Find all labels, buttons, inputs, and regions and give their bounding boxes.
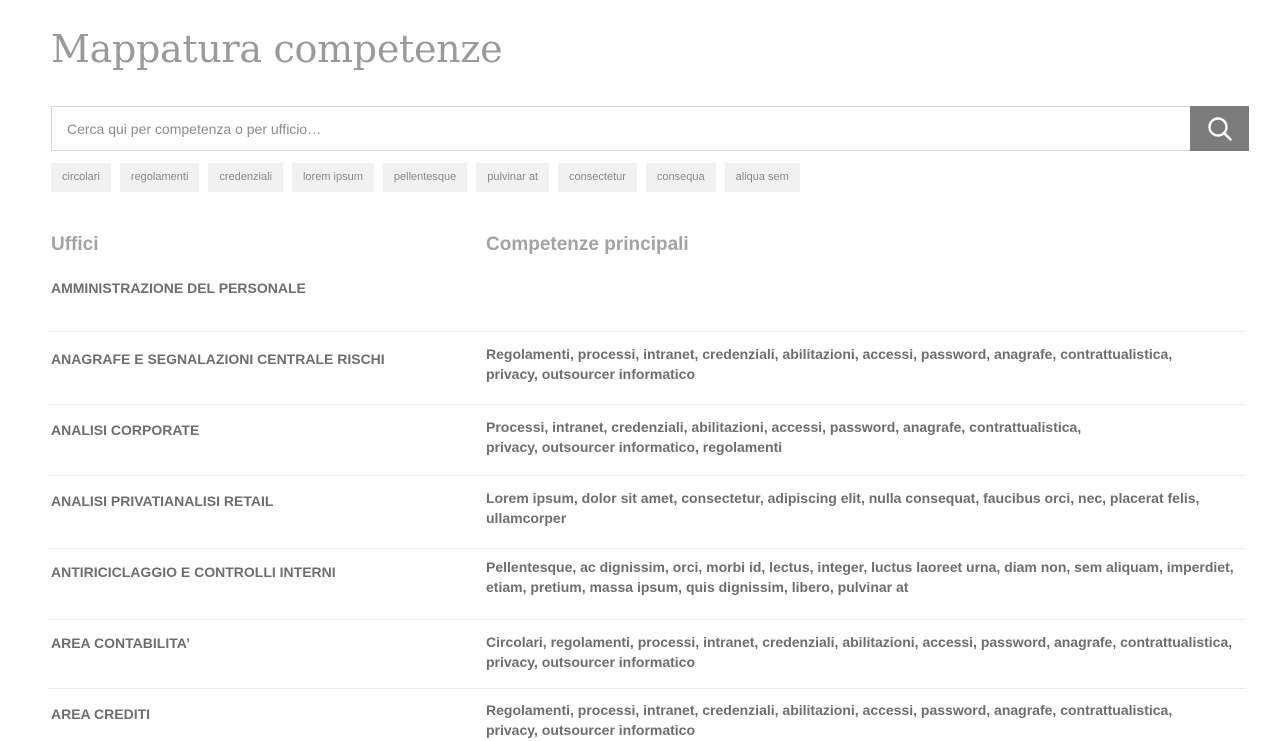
tag-consectetur[interactable]: consectetur — [558, 163, 637, 192]
tag-pulvinar-at[interactable]: pulvinar at — [476, 163, 549, 192]
search-bar — [51, 106, 1249, 151]
tag-aliqua-sem[interactable]: aliqua sem — [725, 163, 800, 192]
tag-list — [51, 163, 800, 192]
search-icon — [1207, 116, 1233, 142]
search-input[interactable] — [51, 106, 1190, 151]
table-row[interactable] — [49, 620, 1246, 689]
office-skills: Lorem ipsum, dolor sit amet, consectetur, adipiscing elit, nulla consequat, faucibus orci, nec, placerat felis, ullamcorper — [486, 490, 1200, 526]
office-name[interactable]: ANTIRICICLAGGIO E CONTROLLI INTERNI — [51, 564, 336, 580]
tag-lorem-ipsum[interactable]: lorem ipsum — [292, 163, 374, 192]
office-name[interactable]: AREA CREDITI — [51, 706, 151, 722]
table-row[interactable] — [49, 689, 1246, 741]
table-row[interactable] — [49, 476, 1246, 549]
office-name[interactable]: ANALISI CORPORATE — [51, 422, 200, 438]
office-name[interactable]: ANALISI PRIVATIANALISI RETAIL — [51, 493, 274, 509]
page-title: Mappatura competenze — [51, 27, 503, 71]
skills-column-header: Competenze principali — [486, 234, 689, 255]
office-skills: Regolamenti, processi, intranet, credenziali, abilitazioni, accessi, password, anagrafe, contrattualistica, privacy, outsourcer informatico — [486, 702, 1173, 738]
table-row[interactable] — [49, 332, 1246, 405]
office-skills: Regolamenti, processi, intranet, credenziali, abilitazioni, accessi, password, anagrafe, contrattualistica, privacy, outsourcer informatico — [486, 346, 1173, 382]
table-row[interactable] — [49, 405, 1246, 476]
office-name[interactable]: ANAGRAFE E SEGNALAZIONI CENTRALE RISCHI — [51, 351, 385, 367]
offices-column-header: Uffici — [51, 234, 99, 255]
table-row[interactable] — [49, 549, 1246, 620]
search-button[interactable] — [1190, 106, 1249, 151]
tag-circolari[interactable]: circolari — [51, 163, 111, 192]
tag-pellentesque[interactable]: pellentesque — [383, 163, 467, 192]
office-skills: Processi, intranet, credenziali, abilitazioni, accessi, password, anagrafe, contrattualistica, privacy, outsourcer informatico, regolamenti — [486, 419, 1082, 455]
tag-consequa[interactable]: consequa — [646, 163, 716, 192]
office-name[interactable]: AREA CONTABILITA’ — [51, 635, 190, 651]
table-row[interactable] — [49, 260, 1246, 332]
tag-credenziali[interactable]: credenziali — [208, 163, 283, 192]
office-skills: Pellentesque, ac dignissim, orci, morbi id, lectus, integer, luctus laoreet urna, diam non, sem aliquam, imperdiet, etiam, pretium, massa ipsum, quis dignissim, libero, pulvinar at — [486, 559, 1234, 595]
office-name[interactable]: AMMINISTRAZIONE DEL PERSONALE — [51, 280, 306, 296]
tag-regolamenti[interactable]: regolamenti — [120, 163, 199, 192]
office-skills: Circolari, regolamenti, processi, intranet, credenziali, abilitazioni, accessi, password, anagrafe, contrattualistica, privacy, outsourcer informatico — [486, 634, 1233, 670]
